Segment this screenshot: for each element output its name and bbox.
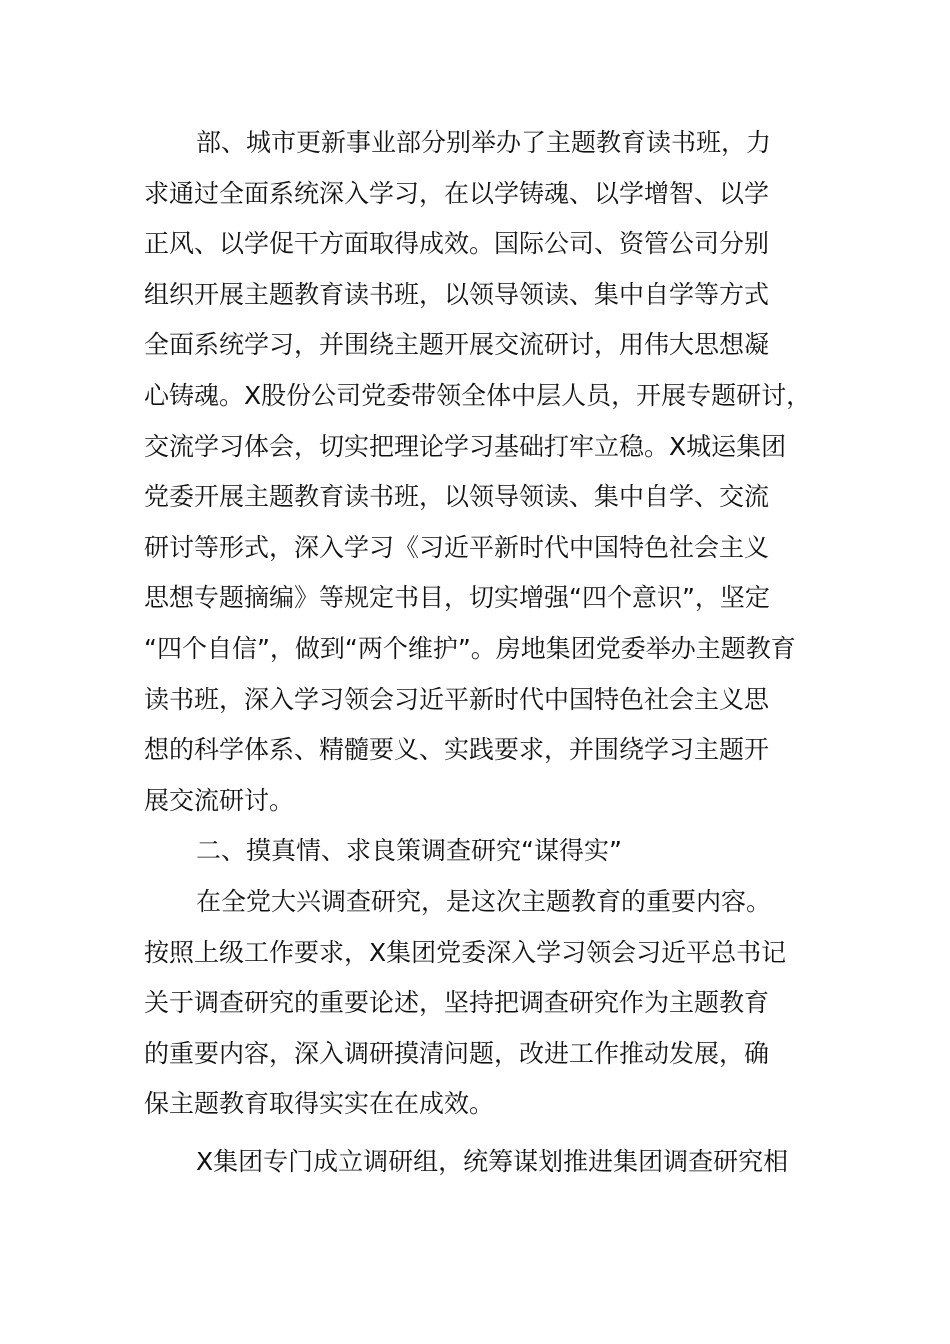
text-line: 研讨等形式，深入学习《习近平新时代中国特色社会主义 — [144, 532, 770, 562]
text-line: 保主题教育取得实实在在成效。 — [144, 1089, 495, 1119]
text-line: 在全党大兴调查研究，是这次主题教育的重要内容。 — [196, 886, 772, 916]
text-line: 部、城市更新事业部分别举办了主题教育读书班，力 — [196, 128, 772, 157]
text-line: 关于调查研究的重要论述，坚持把调查研究作为主题教育 — [144, 988, 770, 1018]
text-line: 组织开展主题教育读书班，以领导领读、集中自学等方式 — [144, 279, 770, 309]
section-heading — [144, 826, 824, 877]
paragraph-investigation — [144, 877, 824, 1130]
text-line: 想的科学体系、精髓要义、实践要求，并围绕学习主题开 — [144, 735, 770, 765]
paragraph-research-group — [144, 1137, 824, 1188]
document-body — [144, 118, 824, 1187]
text-line: 读书班，深入学习领会习近平新时代中国特色社会主义思 — [144, 684, 770, 714]
text-line: 全面系统学习，并围绕主题开展交流研讨，用伟大思想凝 — [144, 330, 770, 360]
text-line: 按照上级工作要求，X集团党委深入学习领会习近平总书记 — [144, 937, 787, 967]
paragraph-reading-classes — [144, 118, 824, 826]
text-line: 交流学习体会，切实把理论学习基础打牢立稳。X城运集团 — [144, 431, 787, 461]
text-line: 正风、以学促干方面取得成效。国际公司、资管公司分别 — [144, 229, 770, 259]
text-line: 求通过全面系统深入学习，在以学铸魂、以学增智、以学 — [144, 178, 770, 208]
text-line: 的重要内容，深入调研摸清问题，改进工作推动发展，确 — [144, 1038, 770, 1068]
text-line: “四个自信”，做到“两个维护”。房地集团党委举办主题教育 — [144, 633, 796, 663]
text-line: 心铸魂。X股份公司党委带领全体中层人员，开展专题研讨， — [144, 380, 812, 410]
text-line: X集团专门成立调研组，统筹谋划推进集团调查研究相 — [196, 1146, 789, 1176]
section-heading-text: 二、摸真情、求良策调查研究“谋得实” — [196, 836, 622, 866]
text-line: 党委开展主题教育读书班，以领导领读、集中自学、交流 — [144, 482, 770, 512]
text-line: 思想专题摘编》等规定书目，切实增强“四个意识”，坚定 — [144, 583, 770, 613]
text-line: 展交流研讨。 — [144, 785, 295, 815]
